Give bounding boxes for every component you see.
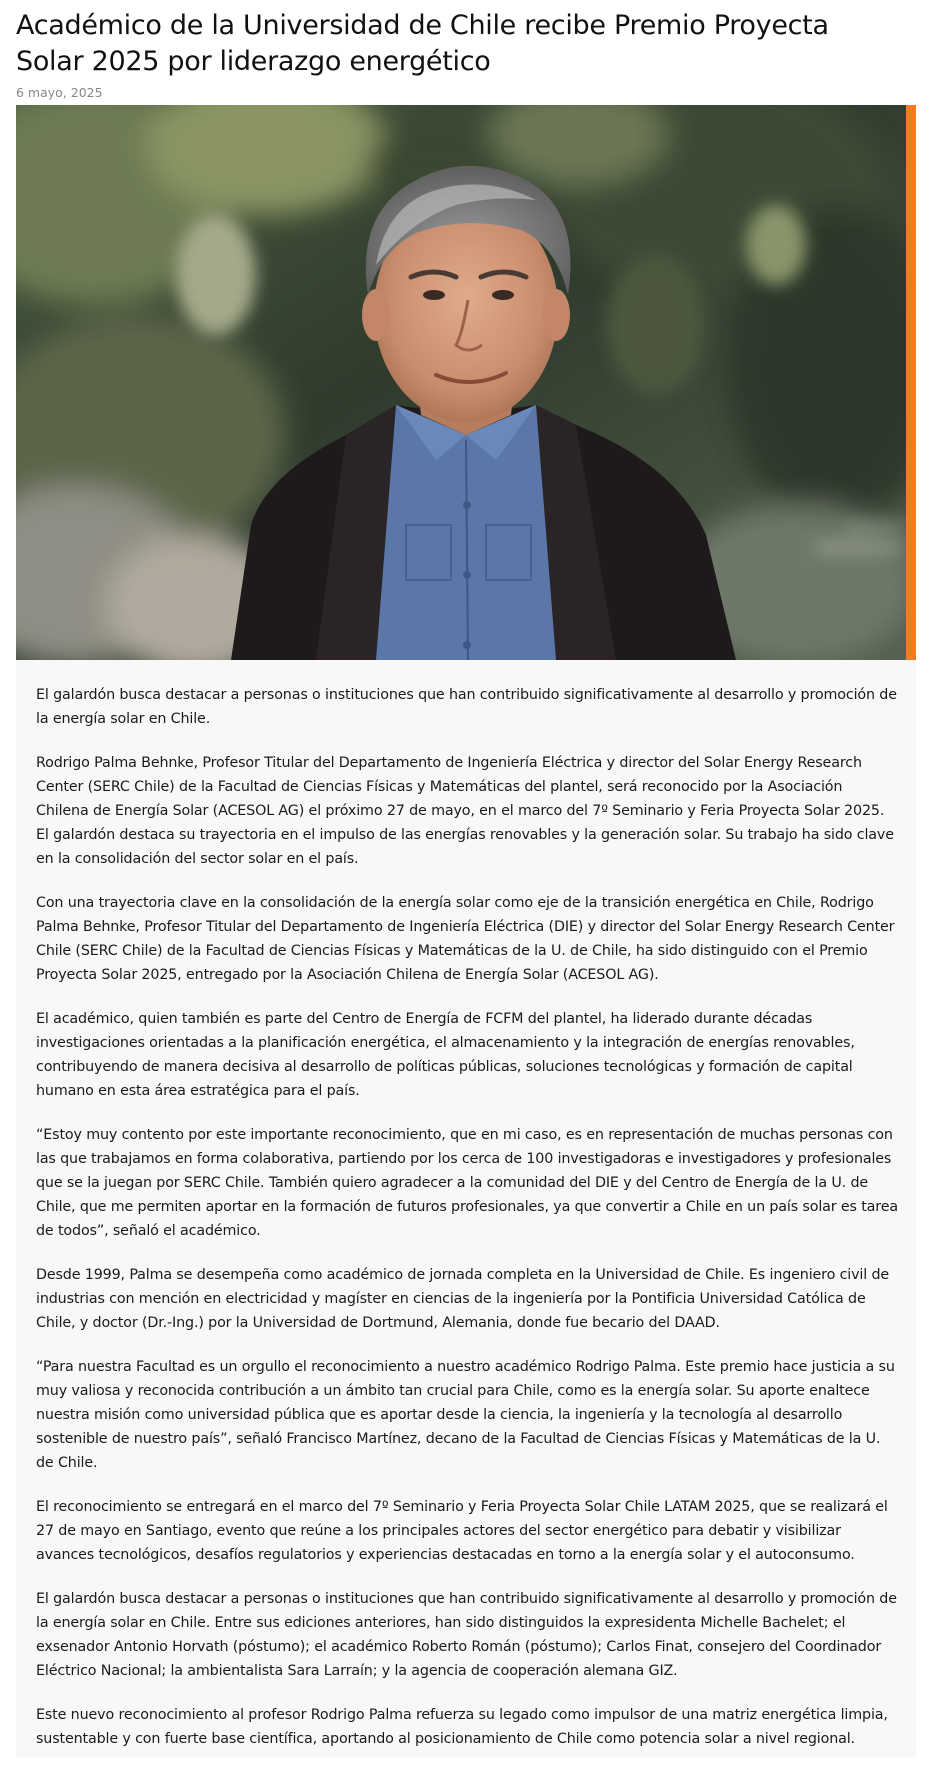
accent-bar xyxy=(906,105,916,663)
article-paragraph: El académico, quien también es parte del Centro de Energía de FCFM del plantel, ha liderado durante décadas investigaciones orientadas a la planificación energética, el almacenamiento y la integración de energías renovables, contribuyendo de manera decisiva al desarrollo de políticas públicas, soluciones tecnológicas y formación de capital humano en esta área estratégica para el país. xyxy=(36,1011,855,1099)
article-paragraph: El galardón busca destacar a personas o instituciones que han contribuido significativamente al desarrollo y promoción de la energía solar en Chile. Entre sus ediciones anteriores, han sido distinguidos la expresidenta Michelle Bachelet; el exsenador Antonio Horvath (póstumo); el académico Roberto Román (póstumo); Carlos Finat, consejero del Coordinador Eléctrico Nacional; la ambientalista Sara Larraín; y la agencia de cooperación alemana GIZ. xyxy=(36,1591,897,1679)
article-paragraph: El galardón busca destacar a personas o instituciones que han contribuido significativamente al desarrollo y promoción de la energía solar en Chile. xyxy=(36,687,897,727)
article-paragraph: El reconocimiento se entregará en el marco del 7º Seminario y Feria Proyecta Solar Chile LATAM 2025, que se realizará el 27 de mayo en Santiago, evento que reúne a los principales actores del sector energético para debatir y visibilizar avances tecnológicos, desafíos regulatorios y experiencias destacadas en torno a la energía solar y el autoconsumo. xyxy=(36,1499,888,1563)
article-date: 6 mayo, 2025 xyxy=(16,85,103,100)
article-paragraph: Con una trayectoria clave en la consolidación de la energía solar como eje de la transición energética en Chile, Rodrigo Palma Behnke, Profesor Titular del Departamento de Ingeniería Eléctrica (DIE) y director del Solar Energy Research Center Chile (SERC Chile) de la Facultad de Ciencias Físicas y Matemáticas de la U. de Chile, ha sido distinguido con el Premio Proyecta Solar 2025, entregado por la Asociación Chilena de Energía Solar (ACESOL AG). xyxy=(36,895,895,983)
portrait-photo xyxy=(16,105,906,660)
article-body xyxy=(36,683,898,1771)
hero-image xyxy=(16,105,906,660)
article-title: Académico de la Universidad de Chile recibe Premio Proyecta Solar 2025 por liderazgo energético xyxy=(16,10,829,77)
article-paragraph: “Para nuestra Facultad es un orgullo el reconocimiento a nuestro académico Rodrigo Palma. Este premio hace justicia a su muy valiosa y reconocida contribución a un ámbito tan crucial para Chile, como es la energía solar. Su aporte enaltece nuestra misión como universidad pública que es aportar desde la ciencia, la ingeniería y la tecnología al desarrollo sostenible de nuestro país”, señaló Francisco Martínez, decano de la Facultad de Ciencias Físicas y Matemáticas de la U. de Chile. xyxy=(36,1359,895,1471)
article-paragraph: “Estoy muy contento por este importante reconocimiento, que en mi caso, es en representación de muchas personas con las que trabajamos en forma colaborativa, partiendo por los cerca de 100 investigadoras e investigadores y profesionales que se la juegan por SERC Chile. También quiero agradecer a la comunidad del DIE y del Centro de Energía de la U. de Chile, que me permiten aportar en la formación de futuros profesionales, ya que convertir a Chile en un país solar es tarea de todos”, señaló el académico. xyxy=(36,1127,898,1239)
article-paragraph: Este nuevo reconocimiento al profesor Rodrigo Palma refuerza su legado como impulsor de una matriz energética limpia, sustentable y con fuerte base científica, aportando al posicionamiento de Chile como potencia solar a nivel regional. xyxy=(36,1707,888,1747)
article-paragraph: Rodrigo Palma Behnke, Profesor Titular del Departamento de Ingeniería Eléctrica y director del Solar Energy Research Center (SERC Chile) de la Facultad de Ciencias Físicas y Matemáticas del plantel, será reconocido por la Asociación Chilena de Energía Solar (ACESOL AG) el próximo 27 de mayo, en el marco del 7º Seminario y Feria Proyecta Solar 2025. El galardón destaca su trayectoria en el impulso de las energías renovables y la generación solar. Su trabajo ha sido clave en la consolidación del sector solar en el país. xyxy=(36,755,894,867)
article-paragraph: Desde 1999, Palma se desempeña como académico de jornada completa en la Universidad de Chile. Es ingeniero civil de industrias con mención en electricidad y magíster en ciencias de la ingeniería por la Pontificia Universidad Católica de Chile, y doctor (Dr.-Ing.) por la Universidad de Dortmund, Alemania, donde fue becario del DAAD. xyxy=(36,1267,890,1331)
